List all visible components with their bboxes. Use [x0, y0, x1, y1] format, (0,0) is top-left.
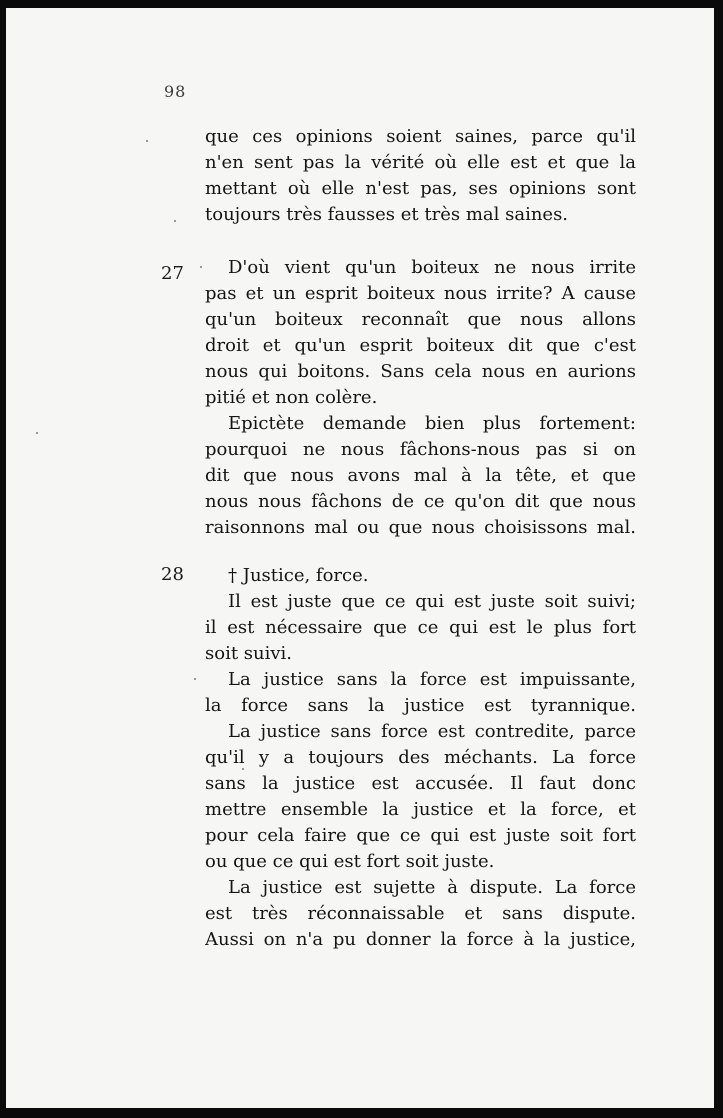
text-line: n'en sent pas la vérité où elle est et que la [205, 152, 636, 173]
intro-paragraph [205, 124, 636, 228]
text-line: mettre ensemble la justice et la force, et [205, 799, 636, 820]
text-line: toujours très fausses et très mal saines. [205, 204, 569, 225]
text-line: Il est juste que ce qui est juste soit suivi; [228, 591, 636, 612]
text-line: il est nécessaire que ce qui est le plus fort [205, 617, 636, 638]
book-page [6, 8, 714, 1108]
text-line: pitié et non colère. [205, 387, 378, 408]
text-line: La justice sans force est contredite, parce [228, 721, 636, 742]
text-line: pas et un esprit boiteux nous irrite? A cause [205, 283, 636, 304]
text-line: mettant où elle n'est pas, ses opinions sont [205, 178, 636, 199]
text-line: soit suivi. [205, 643, 293, 664]
text-line: D'où vient qu'un boiteux ne nous irrite [228, 257, 636, 278]
scan-speck [174, 220, 176, 222]
text-line: pour cela faire que ce qui est juste soit fort [205, 825, 636, 846]
section-27-text [205, 255, 636, 541]
text-line: dit que nous avons mal à la tête, et que [205, 465, 636, 486]
text-line: qu'il y a toujours des méchants. La force [205, 747, 636, 768]
text-line: sans la justice est accusée. Il faut donc [205, 773, 636, 794]
text-line: droit et qu'un esprit boiteux dit que c'est [205, 335, 636, 356]
section-number-28: 28 [161, 564, 184, 585]
text-line: qu'un boiteux reconnaît que nous allons [205, 309, 636, 330]
text-line: raisonnons mal ou que nous choisissons mal. [205, 517, 636, 538]
text-line: est très réconnaissable et sans dispute. [205, 903, 636, 924]
text-line: que ces opinions soient saines, parce qu'il [205, 126, 636, 147]
text-line: La justice est sujette à dispute. La force [228, 877, 636, 898]
text-line: nous nous fâchons de ce qu'on dit que nous [205, 491, 636, 512]
scan-speck [194, 678, 196, 680]
text-line: nous qui boitons. Sans cela nous en aurions [205, 361, 636, 382]
text-line: la force sans la justice est tyrannique. [205, 695, 636, 716]
scan-speck [146, 140, 148, 142]
section-number-27: 27 [161, 263, 184, 284]
text-line: Aussi on n'a pu donner la force à la justice, [205, 929, 636, 950]
text-line: Epictète demande bien plus fortement: [228, 413, 636, 434]
text-line: pourquoi ne nous fâchons-nous pas si on [205, 439, 636, 460]
section-heading: † Justice, force. [228, 565, 369, 586]
text-line: La justice sans la force est impuissante, [228, 669, 636, 690]
scan-speck [200, 266, 202, 268]
page-number: 98 [164, 82, 187, 101]
scan-speck [36, 432, 38, 434]
section-28-text [205, 563, 636, 953]
text-line: ou que ce qui est fort soit juste. [205, 851, 495, 872]
